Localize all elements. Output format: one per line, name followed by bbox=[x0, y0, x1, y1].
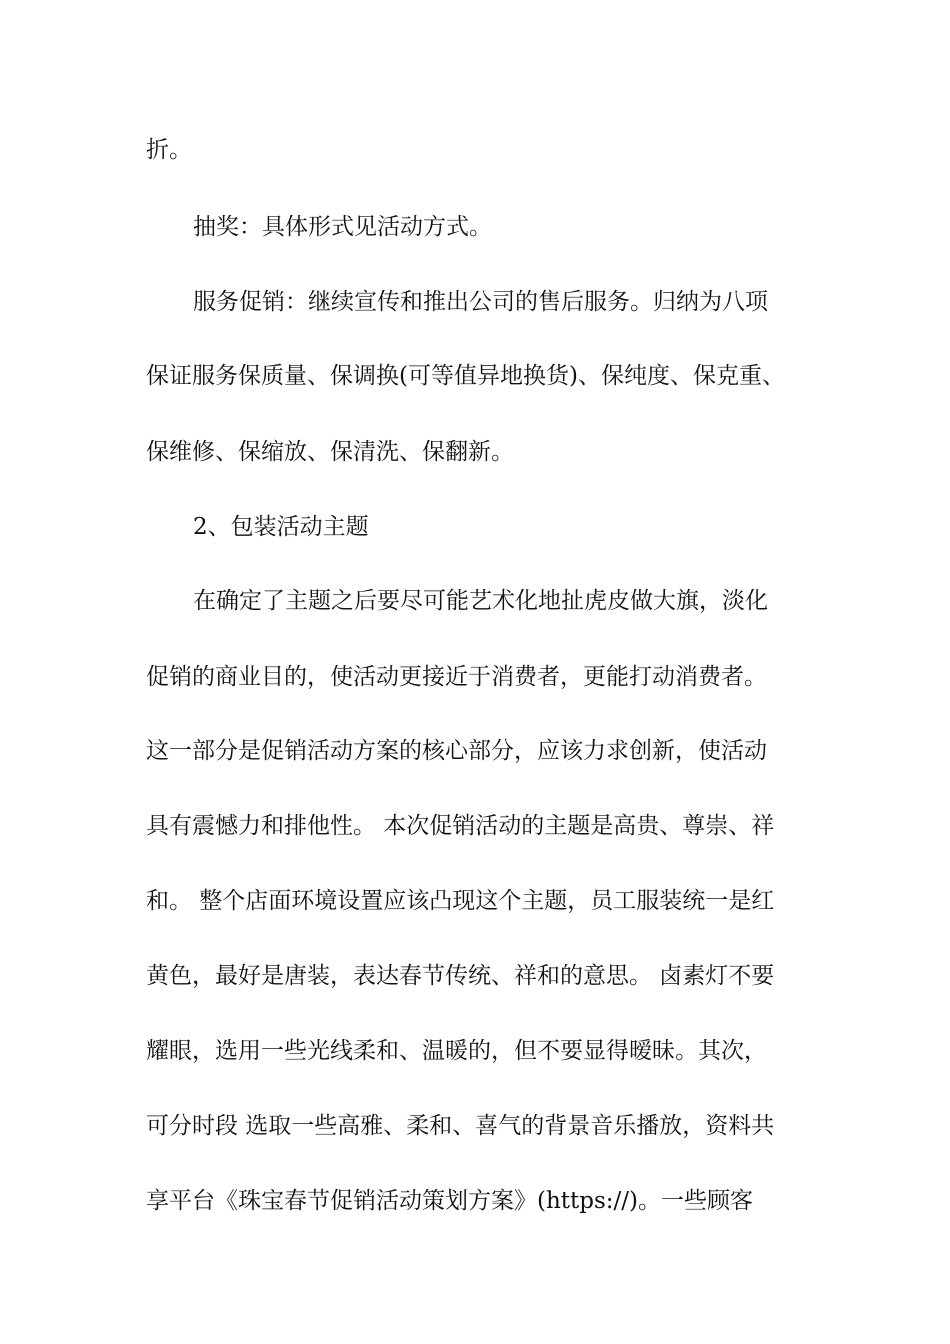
paragraph-line-8: 促销的商业目的，使活动更接近于消费者，更能打动消费者。 bbox=[146, 664, 767, 690]
paragraph-line-9: 这一部分是促销活动方案的核心部分，应该力求创新，使活动 bbox=[146, 738, 767, 764]
paragraph-line-3: 服务促销：继续宣传和推出公司的售后服务。归纳为八项 bbox=[193, 289, 768, 315]
paragraph-line-11: 和。 整个店面环境设置应该凸现这个主题，员工服装统一是红 bbox=[146, 888, 775, 914]
paragraph-line-4: 保证服务保质量、保调换(可等值异地换货)、保纯度、保克重、 bbox=[146, 363, 785, 389]
paragraph-line-2: 抽奖：具体形式见活动方式。 bbox=[193, 214, 492, 240]
paragraph-line-5: 保维修、保缩放、保清洗、保翻新。 bbox=[146, 439, 514, 465]
paragraph-line-10: 具有震憾力和排他性。 本次促销活动的主题是高贵、尊崇、祥 bbox=[146, 813, 775, 839]
paragraph-line-13: 耀眼，选用一些光线柔和、温暖的，但不要显得暧昧。其次， bbox=[146, 1038, 767, 1064]
paragraph-line-12: 黄色，最好是唐装，表达春节传统、祥和的意思。 卤素灯不要 bbox=[146, 963, 775, 989]
paragraph-line-15: 享平台《珠宝春节促销活动策划方案》(https://)。一些顾客 bbox=[146, 1188, 754, 1214]
paragraph-line-1: 折。 bbox=[146, 137, 192, 163]
paragraph-line-7: 在确定了主题之后要尽可能艺术化地扯虎皮做大旗，淡化 bbox=[193, 588, 768, 614]
paragraph-line-14: 可分时段 选取一些高雅、柔和、喜气的背景音乐播放，资料共 bbox=[146, 1113, 775, 1139]
section-heading: 2、包装活动主题 bbox=[193, 514, 369, 540]
